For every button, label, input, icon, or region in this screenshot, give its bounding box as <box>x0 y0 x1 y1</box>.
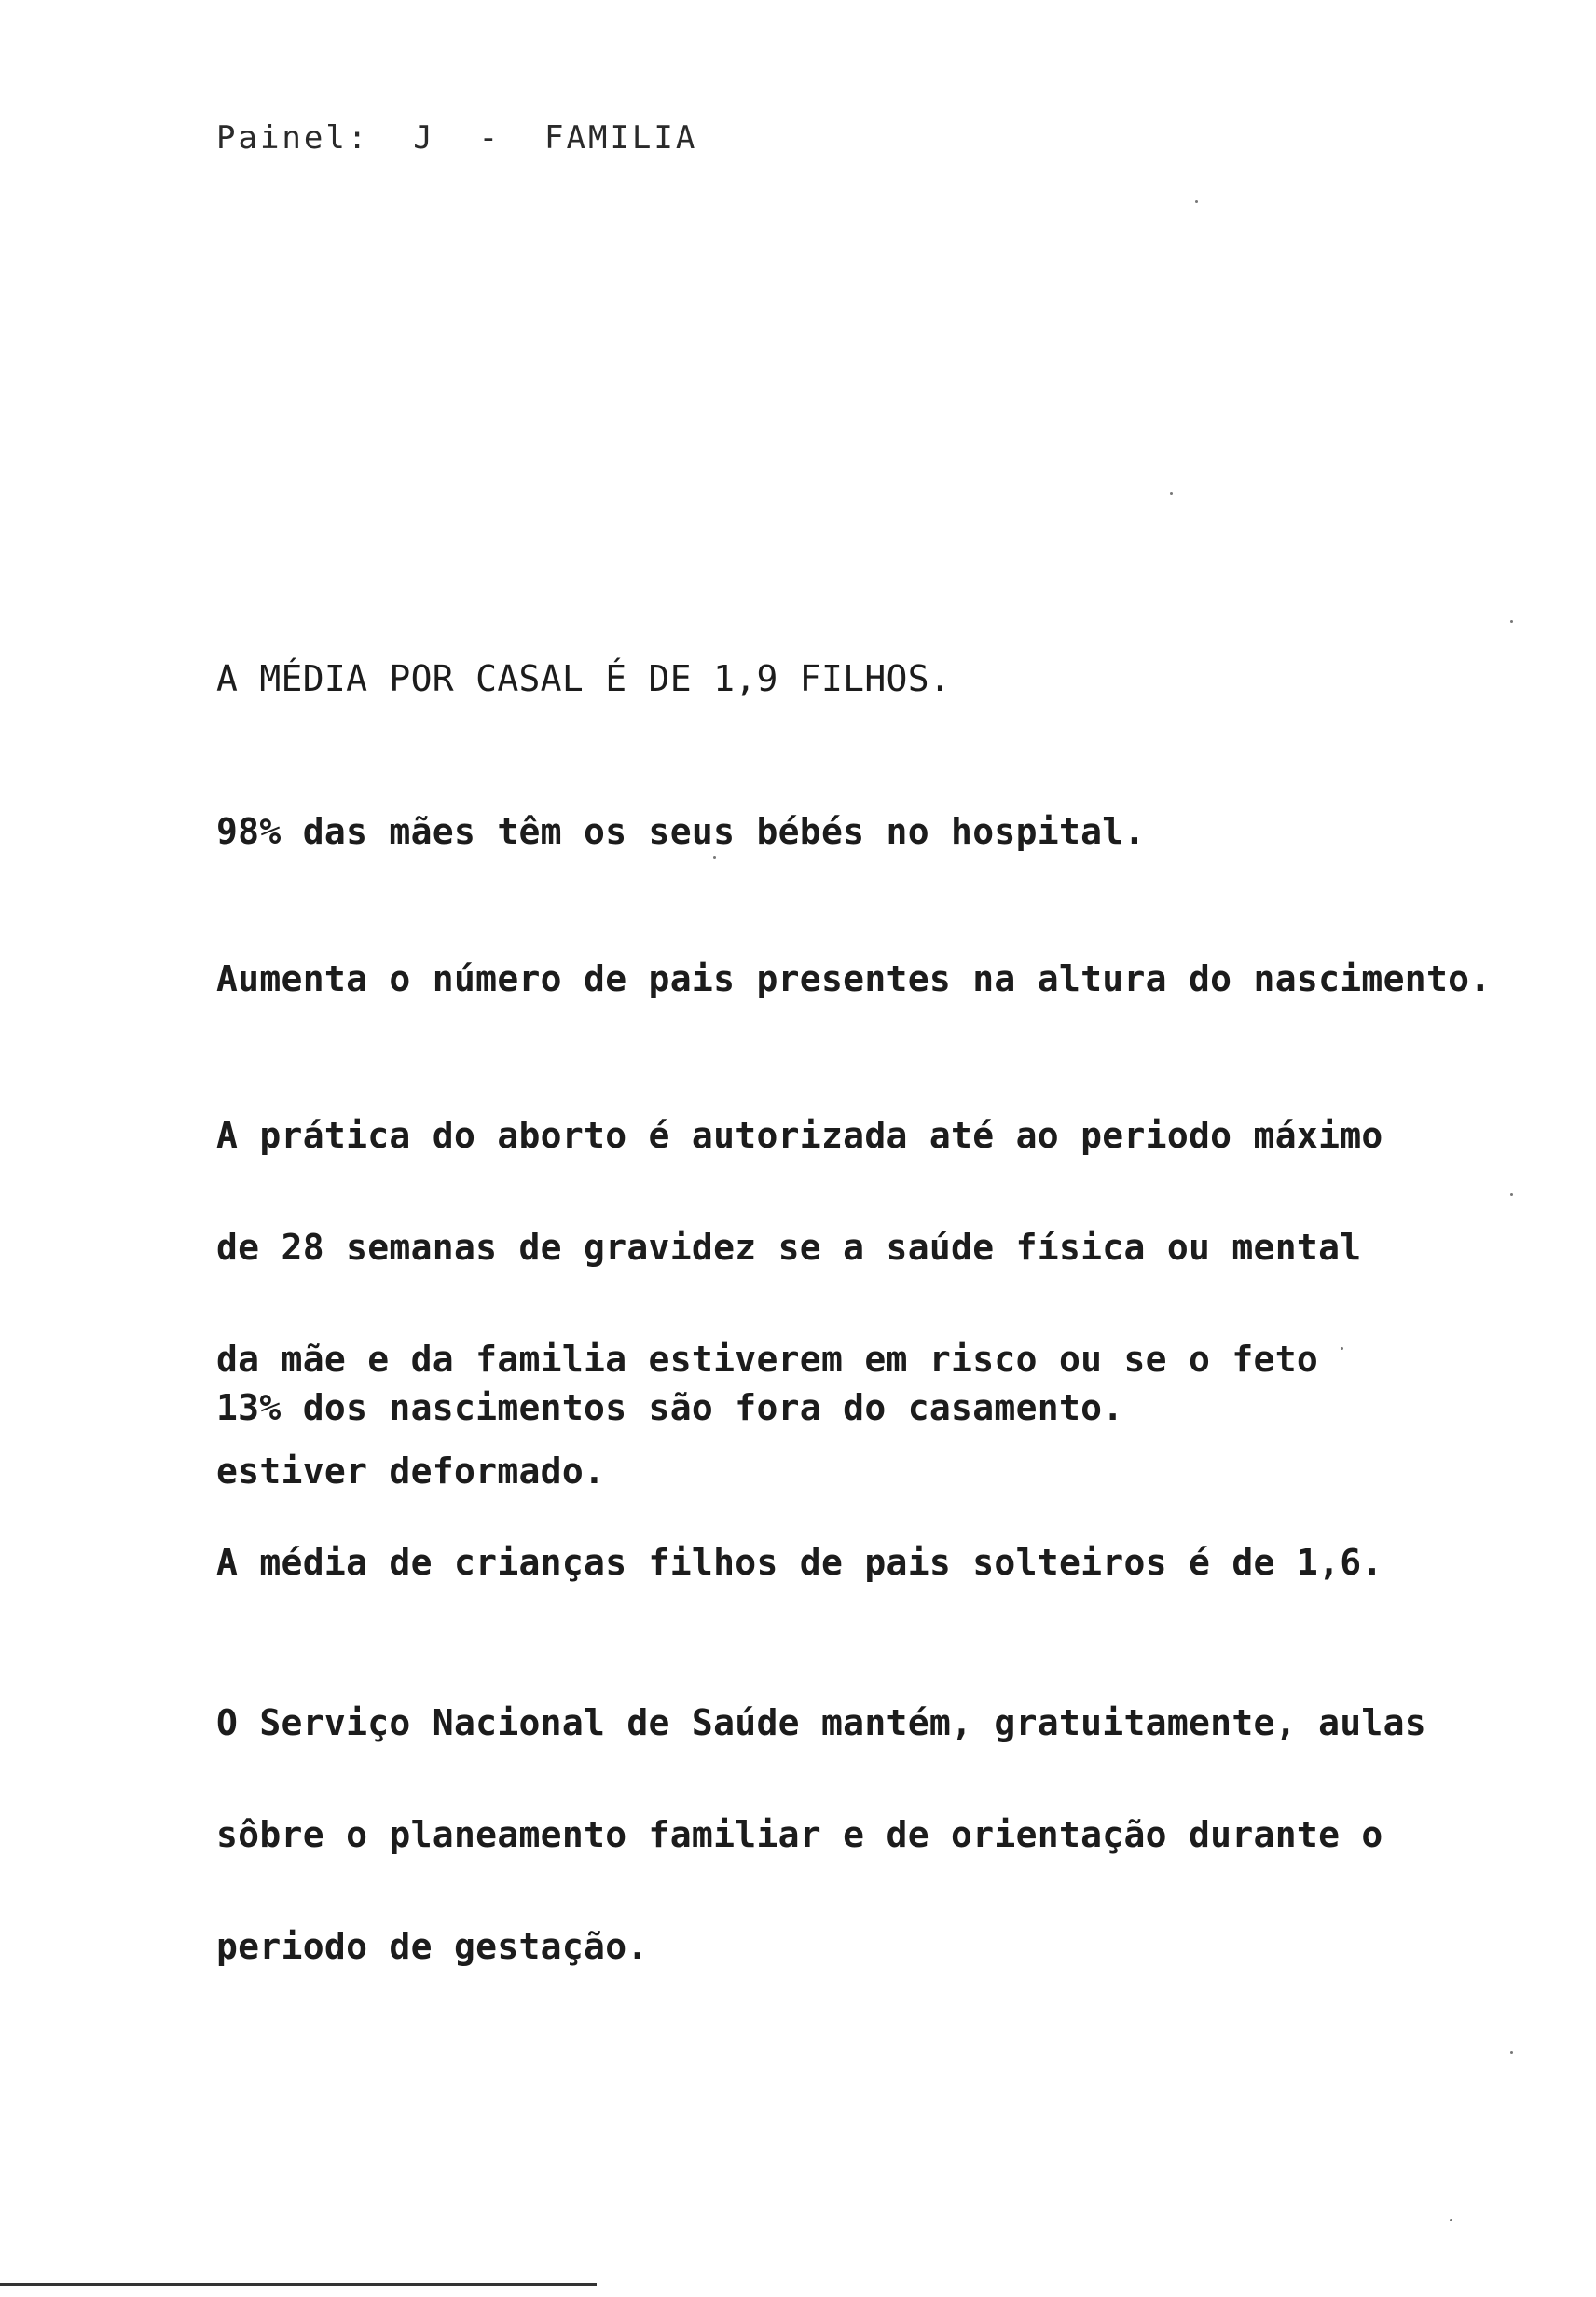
paragraph-line: da mãe e da familia estiverem em risco ou se o feto <box>216 1339 1319 1380</box>
paragraph-line: Aumenta o número de pais presentes na altura do nascimento. <box>216 958 1492 999</box>
paragraph-single-parents <box>216 1469 1383 1656</box>
paragraph-line: 98% das mães têm os seus bébés no hospital. <box>216 811 1146 852</box>
bottom-edge-line <box>0 2283 597 2286</box>
scan-speck <box>1341 1347 1343 1350</box>
paragraph-line: A prática do aborto é autorizada até ao periodo máximo <box>216 1115 1383 1156</box>
paragraph-line: A média de crianças filhos de pais solteiros é de 1,6. <box>216 1542 1383 1583</box>
paragraph-line: sôbre o planeamento familiar e de orientação durante o <box>216 1814 1383 1855</box>
paragraph-line: estiver deformado. <box>216 1451 606 1492</box>
scan-speck <box>1510 1193 1513 1196</box>
scan-speck <box>1510 620 1513 623</box>
scan-speck <box>713 856 716 859</box>
scan-speck <box>1195 200 1198 203</box>
panel-header: Painel: J - FAMILIA <box>216 119 698 157</box>
paragraph-line: O Serviço Nacional de Saúde mantém, gratuitamente, aulas <box>216 1702 1426 1743</box>
paragraph-line: de 28 semanas de gravidez se a saúde física ou mental <box>216 1227 1362 1268</box>
scan-speck <box>1170 492 1173 495</box>
scan-speck <box>1450 2219 1452 2221</box>
paragraph-health-service <box>216 1630 1426 2040</box>
paragraph-line: 13% dos nascimentos são fora do casamento. <box>216 1387 1124 1428</box>
scan-speck <box>1510 2051 1513 2054</box>
paragraph-line: A MÉDIA POR CASAL É DE 1,9 FILHOS. <box>216 658 952 699</box>
paragraph-line: periodo de gestação. <box>216 1926 649 1967</box>
